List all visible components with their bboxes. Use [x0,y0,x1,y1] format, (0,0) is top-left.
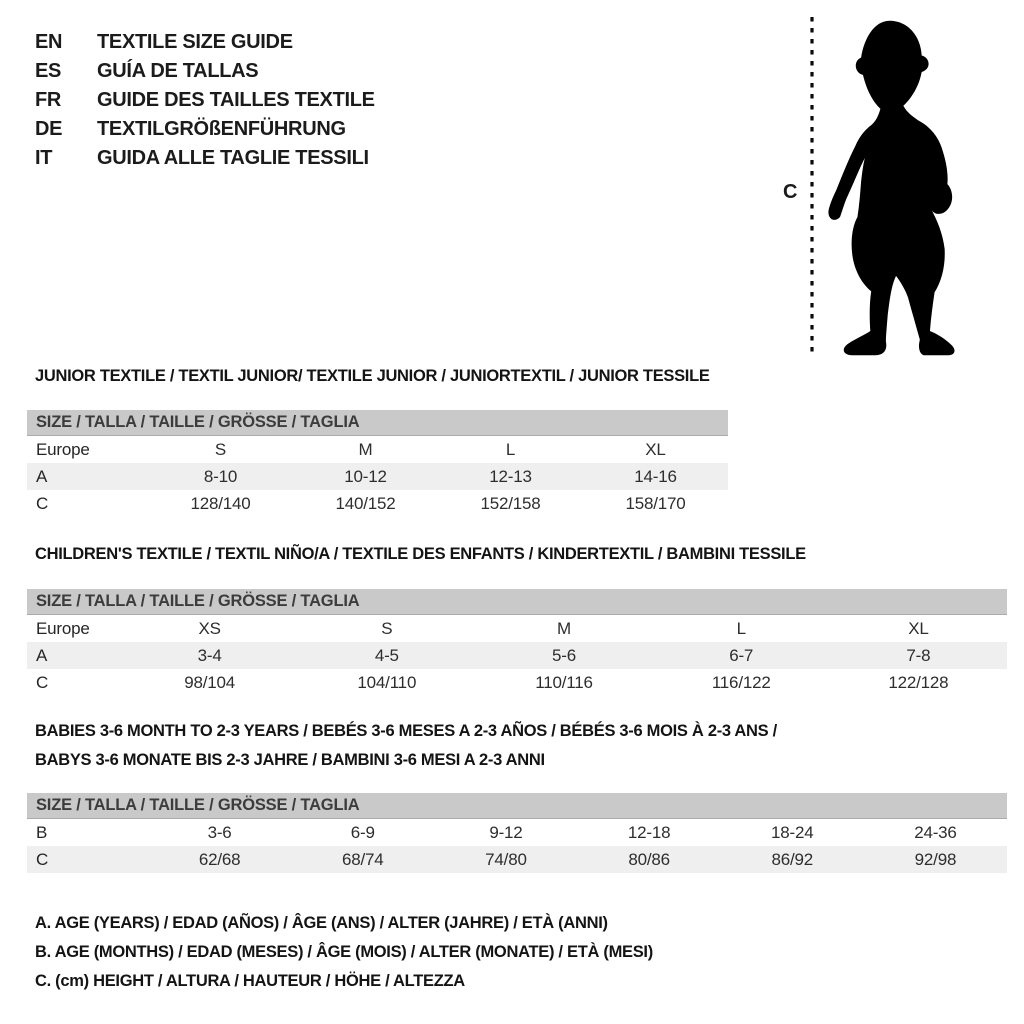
language-title: GUIDA ALLE TAGLIE TESSILI [97,147,369,169]
baby-silhouette-icon [818,13,974,361]
table-row [27,615,1007,642]
age-cell: 9-12 [489,823,523,842]
size-cell: M [358,440,373,459]
row-label: Europe [36,619,90,638]
section-title-junior [35,362,710,391]
table-row [27,436,728,463]
language-row [35,57,375,86]
row-label: A [36,467,48,486]
height-cell: 152/158 [480,494,541,513]
language-row [35,144,375,173]
height-cell: 62/68 [198,850,241,869]
language-code: FR [35,89,62,111]
row-label: B [36,823,48,842]
junior-size-table [27,410,728,517]
age-cell: 12-13 [489,467,532,486]
height-cell: 140/152 [335,494,396,513]
language-code: EN [35,31,63,53]
age-cell: 6-9 [350,823,375,842]
size-cell: L [736,619,746,638]
size-cell: S [381,619,393,638]
height-cell: 128/140 [190,494,251,513]
row-label: C [36,494,49,513]
size-cell: S [214,440,227,459]
legend-line-height: C. (cm) HEIGHT / ALTURA / HAUTEUR / HÖHE / ALTEZZA [35,972,465,990]
section-title-text: JUNIOR TEXTILE / TEXTIL JUNIOR/ TEXTILE JUNIOR / JUNIORTEXTIL / JUNIOR TESSILE [35,367,710,385]
language-row [35,28,375,57]
size-cell: XS [198,619,221,638]
table-row [27,490,728,517]
row-label: C [36,673,49,692]
height-cell: 158/170 [625,494,686,513]
height-cell: 80/86 [628,850,670,869]
language-code: ES [35,60,62,82]
language-title: GUÍA DE TALLAS [97,60,259,82]
legend-line-age-months: B. AGE (MONTHS) / EDAD (MESES) / ÂGE (MOIS) / ALTER (MONATE) / ETÀ (MESI) [35,943,653,961]
row-label: Europe [36,440,90,459]
age-cell: 10-12 [344,467,387,486]
size-cell: XL [645,440,666,459]
children-size-table [27,589,1007,696]
table-row [27,463,728,490]
table-row [27,846,1007,873]
age-cell: 6-7 [729,646,754,665]
legend-line-age-years: A. AGE (YEARS) / EDAD (AÑOS) / ÂGE (ANS) / ALTER (JAHRE) / ETÀ (ANNI) [35,914,608,932]
age-cell: 24-36 [914,823,957,842]
language-title: TEXTILGRÖßENFÜHRUNG [97,118,346,140]
age-cell: 4-5 [374,646,399,665]
babies-size-table [27,793,1007,873]
table-row [27,819,1007,846]
measurement-legend [35,909,653,996]
section-title-text: BABYS 3-6 MONATE BIS 2-3 JAHRE / BAMBINI 3-6 MESI A 2-3 ANNI [35,750,545,769]
language-code: DE [35,118,63,140]
age-cell: 3-4 [197,646,222,665]
size-header-band: SIZE / TALLA / TAILLE / GRÖSSE / TAGLIA [27,793,1007,819]
language-code: IT [35,147,53,169]
height-cell: 110/116 [535,673,593,692]
age-cell: 8-10 [203,467,238,486]
size-header-band: SIZE / TALLA / TAILLE / GRÖSSE / TAGLIA [27,589,1007,615]
table-row [27,642,1007,669]
size-cell: L [505,440,516,459]
section-title-text: BABIES 3-6 MONTH TO 2-3 YEARS / BEBÉS 3-6 MESES A 2-3 AÑOS / BÉBÉS 3-6 MOIS À 2-3 ANS / [35,722,777,740]
age-cell: 12-18 [627,823,671,842]
height-measure-line [806,15,818,355]
size-cell: XL [908,619,929,638]
height-measure-label: C [783,181,798,203]
language-row [35,86,375,115]
height-cell: 116/122 [711,673,771,692]
height-cell: 68/74 [341,850,384,869]
age-cell: 14-16 [634,467,677,486]
height-cell: 104/110 [357,673,417,692]
height-cell: 74/80 [485,850,527,869]
age-cell: 5-6 [552,646,576,665]
section-title-children [35,540,806,569]
row-label: C [36,850,49,869]
section-title-text: CHILDREN'S TEXTILE / TEXTIL NIÑO/A / TEXTILE DES ENFANTS / KINDERTEXTIL / BAMBINI TESSILE [35,545,806,563]
section-title-babies [35,717,777,774]
row-label: A [36,646,48,665]
age-cell: 7-8 [906,646,931,665]
size-header-band: SIZE / TALLA / TAILLE / GRÖSSE / TAGLIA [27,410,728,436]
language-title: GUIDE DES TAILLES TEXTILE [97,89,375,111]
language-row [35,115,375,144]
age-cell: 18-24 [771,823,814,842]
language-list [35,28,375,173]
height-cell: 98/104 [184,673,235,692]
height-cell: 92/98 [914,850,957,869]
table-row [27,669,1007,696]
height-cell: 86/92 [771,850,814,869]
age-cell: 3-6 [207,823,232,842]
size-cell: M [557,619,571,638]
language-title: TEXTILE SIZE GUIDE [97,31,293,53]
height-cell: 122/128 [888,673,949,692]
